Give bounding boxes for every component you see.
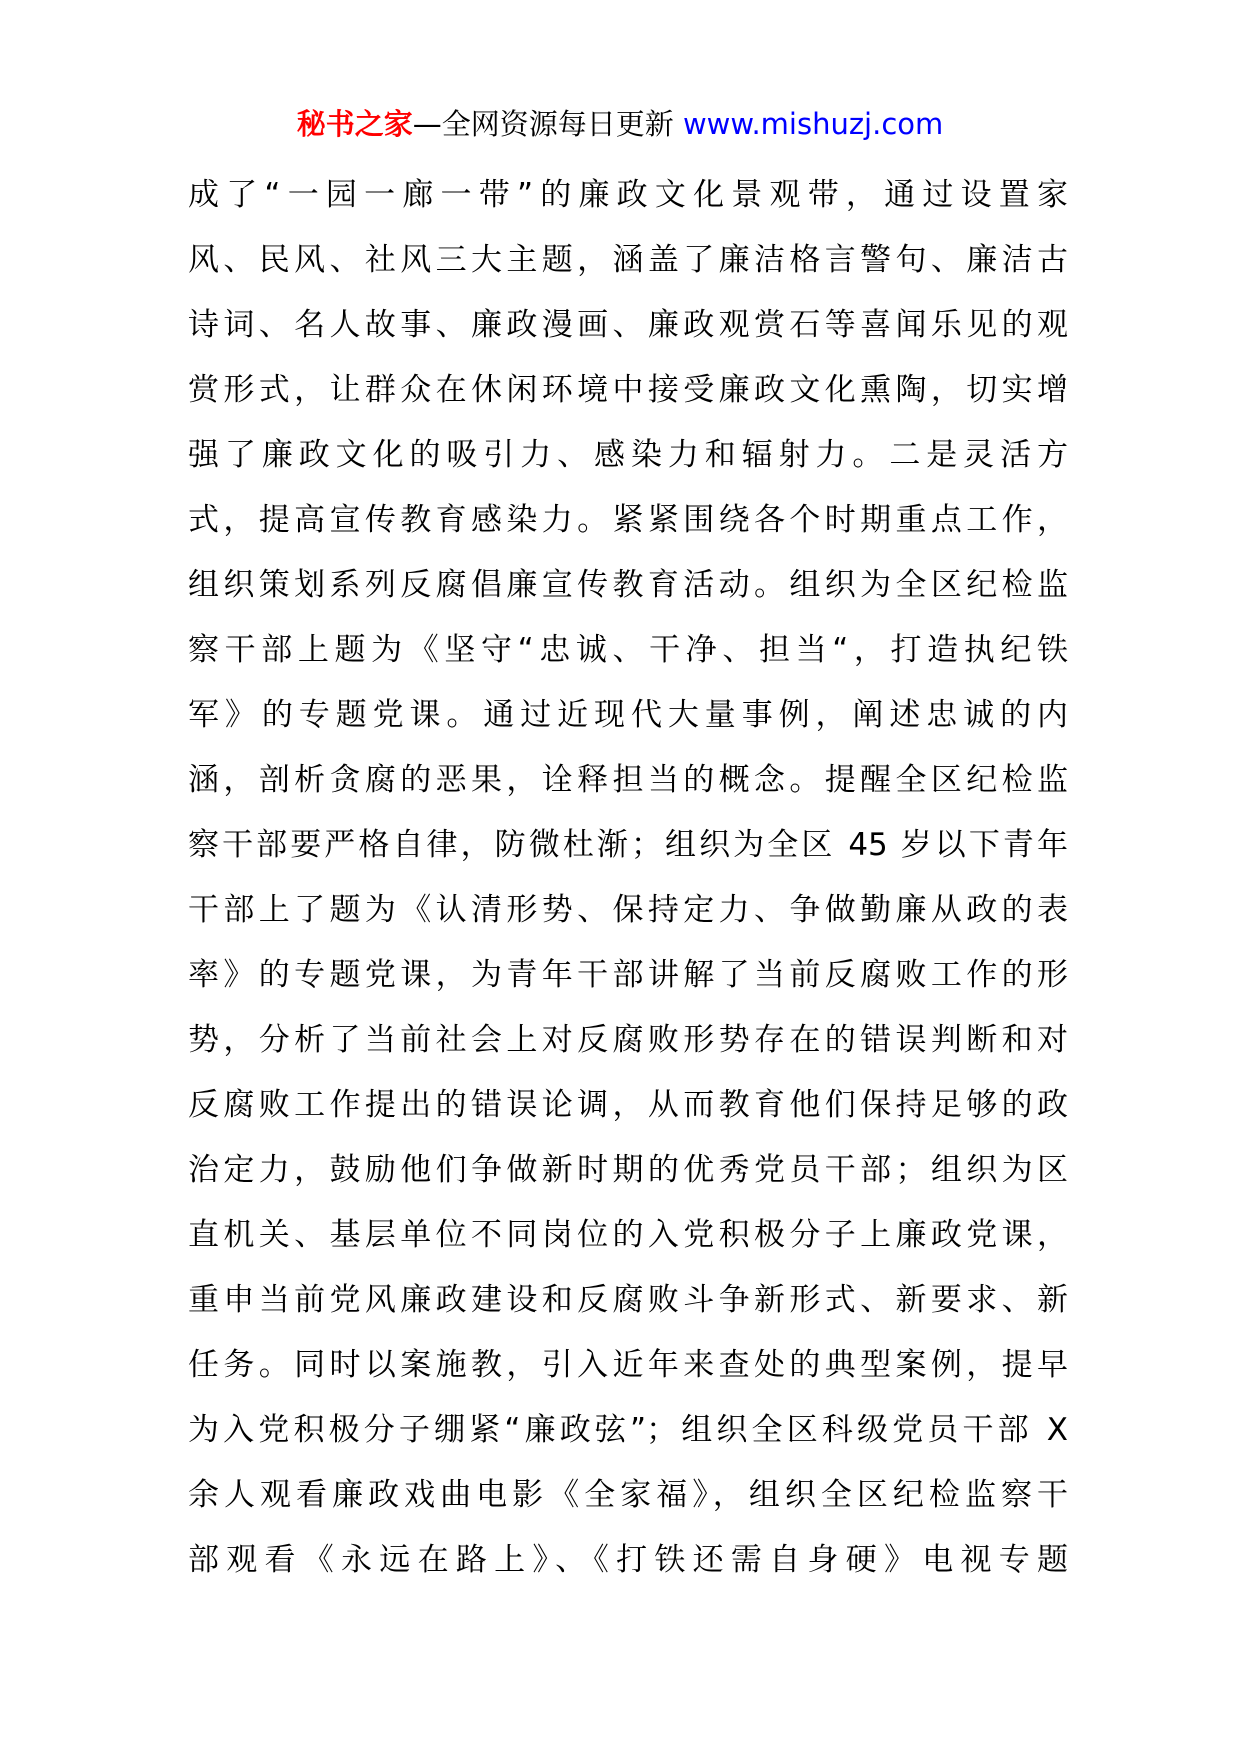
text-line: 涵，剖析贪腐的恶果，诠释担当的概念。提醒全区纪检监 <box>188 762 1068 798</box>
text-line: 赏形式，让群众在休闲环境中接受廉政文化熏陶，切实增 <box>188 372 1068 408</box>
text-line: 重申当前党风廉政建设和反腐败斗争新形式、新要求、新 <box>188 1282 1068 1318</box>
text-line: 式，提高宣传教育感染力。紧紧围绕各个时期重点工作， <box>188 502 1068 538</box>
text-line: 为入党积极分子绷紧“廉政弦”；组织全区科级党员干部 X <box>188 1412 1068 1448</box>
text-line: 风、民风、社风三大主题，涵盖了廉洁格言警句、廉洁古 <box>188 242 1068 278</box>
text-line: 余人观看廉政戏曲电影《全家福》，组织全区纪检监察干 <box>188 1477 1068 1513</box>
header-tagline: —全网资源每日更新 <box>412 107 674 141</box>
text-line: 组织策划系列反腐倡廉宣传教育活动。组织为全区纪检监 <box>188 567 1068 603</box>
text-line: 察干部上题为《坚守“忠诚、干净、担当“，打造执纪铁 <box>188 632 1068 668</box>
text-line: 成了“一园一廊一带”的廉政文化景观带，通过设置家 <box>188 177 1068 213</box>
text-line: 强了廉政文化的吸引力、感染力和辐射力。二是灵活方 <box>188 437 1068 473</box>
text-line: 率》的专题党课，为青年干部讲解了当前反腐败工作的形 <box>188 957 1068 993</box>
text-line: 势，分析了当前社会上对反腐败形势存在的错误判断和对 <box>188 1022 1068 1058</box>
body-text <box>188 163 1068 1593</box>
text-line: 察干部要严格自律，防微杜渐；组织为全区 45 岁以下青年 <box>188 827 1068 863</box>
header-url-link[interactable]: www.mishuzj.com <box>682 107 944 141</box>
text-line: 反腐败工作提出的错误论调，从而教育他们保持足够的政 <box>188 1087 1068 1123</box>
page-header <box>0 100 1240 148</box>
text-line: 干部上了题为《认清形势、保持定力、争做勤廉从政的表 <box>188 892 1068 928</box>
text-line: 军》的专题党课。通过近现代大量事例，阐述忠诚的内 <box>188 697 1068 733</box>
text-line: 诗词、名人故事、廉政漫画、廉政观赏石等喜闻乐见的观 <box>188 307 1068 343</box>
text-line: 直机关、基层单位不同岗位的入党积极分子上廉政党课， <box>188 1217 1068 1253</box>
text-line: 治定力，鼓励他们争做新时期的优秀党员干部；组织为区 <box>188 1152 1068 1188</box>
text-line: 任务。同时以案施教，引入近年来查处的典型案例，提早 <box>188 1347 1068 1383</box>
text-line: 部观看《永远在路上》、《打铁还需自身硬》电视专题 <box>188 1542 1068 1578</box>
header-brand: 秘书之家 <box>296 107 413 141</box>
